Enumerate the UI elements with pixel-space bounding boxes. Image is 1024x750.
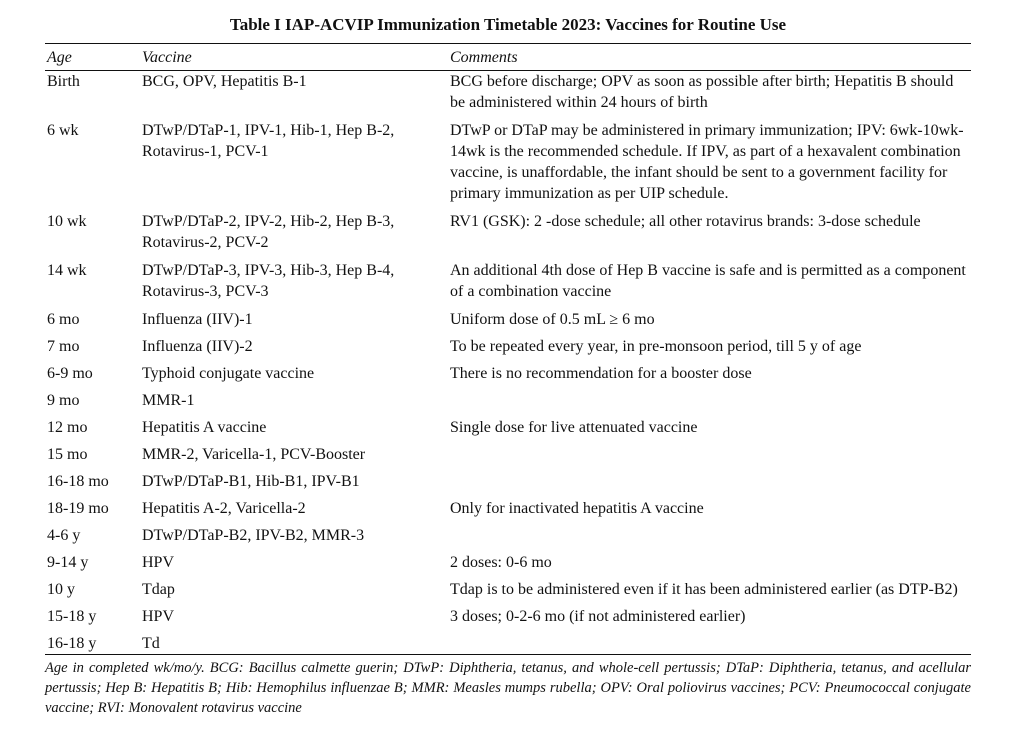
vaccine-cell: DTwP/DTaP-B2, IPV-B2, MMR-3 [142,527,365,544]
comments-cell: There is no recommendation for a booster dose [450,365,752,382]
comments-cell: DTwP or DTaP may be administered in primary immunization; IPV: 6wk-10wk-14wk is the recommended schedule. If IPV, as part of a hexavalent combination vaccine, is unaffordable, the infant should be sent to a government facility for primary immunization as per UIP schedule. [450,122,964,202]
table-title: Table I IAP-ACVIP Immunization Timetable 2023: Vaccines for Routine Use [229,15,787,34]
table-row [45,519,971,546]
age-cell: Birth [47,73,80,90]
table-row [45,627,971,654]
vaccine-cell: BCG, OPV, Hepatitis B-1 [142,73,307,90]
vaccine-cell: Influenza (IIV)-2 [142,338,253,355]
vaccine-cell: MMR-2, Varicella-1, PCV-Booster [142,446,366,463]
comments-cell: An additional 4th dose of Hep B vaccine is safe and is permitted as a component of a combination vaccine [450,262,966,300]
comments-cell: RV1 (GSK): 2 -dose schedule; all other rotavirus brands: 3-dose schedule [450,213,921,230]
vaccine-cell: DTwP/DTaP-2, IPV-2, Hib-2, Hep B-3, Rotavirus-2, PCV-2 [142,213,395,251]
age-cell: 7 mo [47,338,80,355]
immunization-table [45,44,971,654]
vaccine-cell: DTwP/DTaP-B1, Hib-B1, IPV-B1 [142,473,360,490]
header-vaccine: Vaccine [142,48,192,66]
comments-cell: To be repeated every year, in pre-monsoon period, till 5 y of age [450,338,862,355]
header-row [45,44,971,71]
table-row [45,302,971,330]
comments-cell [448,438,971,465]
comments-cell [448,465,971,492]
age-cell: 9-14 y [47,554,89,571]
vaccine-cell: Hepatitis A-2, Varicella-2 [142,500,306,517]
table-body [45,71,971,655]
table-page [45,0,971,718]
comments-cell: BCG before discharge; OPV as soon as possible after birth; Hepatitis B should be administered within 24 hours of birth [450,73,954,111]
comments-cell [448,384,971,411]
comments-cell: Uniform dose of 0.5 mL ≥ 6 mo [450,311,655,328]
table-row [45,384,971,411]
table-row [45,71,971,114]
vaccine-cell: Td [142,635,160,652]
header-age: Age [47,48,72,66]
table-row [45,465,971,492]
age-cell: 10 y [47,581,75,598]
comments-cell: Single dose for live attenuated vaccine [450,419,698,436]
table-row [45,546,971,573]
age-cell: 16-18 y [47,635,97,652]
age-cell: 15-18 y [47,608,97,625]
age-cell: 15 mo [47,446,88,463]
table-row [45,438,971,465]
comments-cell: 3 doses; 0-2-6 mo (if not administered earlier) [450,608,746,625]
vaccine-cell: Hepatitis A vaccine [142,419,267,436]
age-cell: 6-9 mo [47,365,93,382]
age-cell: 4-6 y [47,527,81,544]
header-comments: Comments [450,48,518,66]
table-row [45,357,971,384]
table-footnote: Age in completed wk/mo/y. BCG: Bacillus calmette guerin; DTwP: Diphtheria, tetanus, and whole-cell pertussis; DTaP: Diphtheria, tetanus, and acellular pertussis; Hep B: Hepatitis B; Hib: Hemophilus influenzae B; MMR: Measles mumps rubella; OPV: Oral poliovirus vaccines; PCV: Pneumococcal conjugate vaccine; RVI: Monovalent rotavirus vaccine [45,660,971,716]
vaccine-cell: Tdap [142,581,175,598]
comments-cell: 2 doses: 0-6 mo [450,554,552,571]
bottom-rule [45,654,971,655]
comments-cell: Only for inactivated hepatitis A vaccine [450,500,704,517]
table-row [45,253,971,302]
vaccine-cell: HPV [142,554,175,571]
age-cell: 18-19 mo [47,500,109,517]
table-row [45,573,971,600]
vaccine-cell: Typhoid conjugate vaccine [142,365,315,382]
age-cell: 14 wk [47,262,87,279]
age-cell: 6 mo [47,311,80,328]
table-row [45,492,971,519]
vaccine-cell: DTwP/DTaP-1, IPV-1, Hib-1, Hep B-2, Rotavirus-1, PCV-1 [142,122,395,160]
vaccine-cell: DTwP/DTaP-3, IPV-3, Hib-3, Hep B-4, Rotavirus-3, PCV-3 [142,262,395,300]
age-cell: 6 wk [47,122,79,139]
age-cell: 16-18 mo [47,473,109,490]
table-row [45,113,971,204]
age-cell: 12 mo [47,419,88,436]
table-row [45,411,971,438]
age-cell: 9 mo [47,392,80,409]
comments-cell [448,519,971,546]
table-row [45,204,971,253]
table-row [45,600,971,627]
vaccine-cell: MMR-1 [142,392,195,409]
comments-cell [448,627,971,654]
vaccine-cell: Influenza (IIV)-1 [142,311,253,328]
table-row [45,330,971,357]
vaccine-cell: HPV [142,608,175,625]
comments-cell: Tdap is to be administered even if it has been administered earlier (as DTP-B2) [450,581,958,598]
age-cell: 10 wk [47,213,87,230]
